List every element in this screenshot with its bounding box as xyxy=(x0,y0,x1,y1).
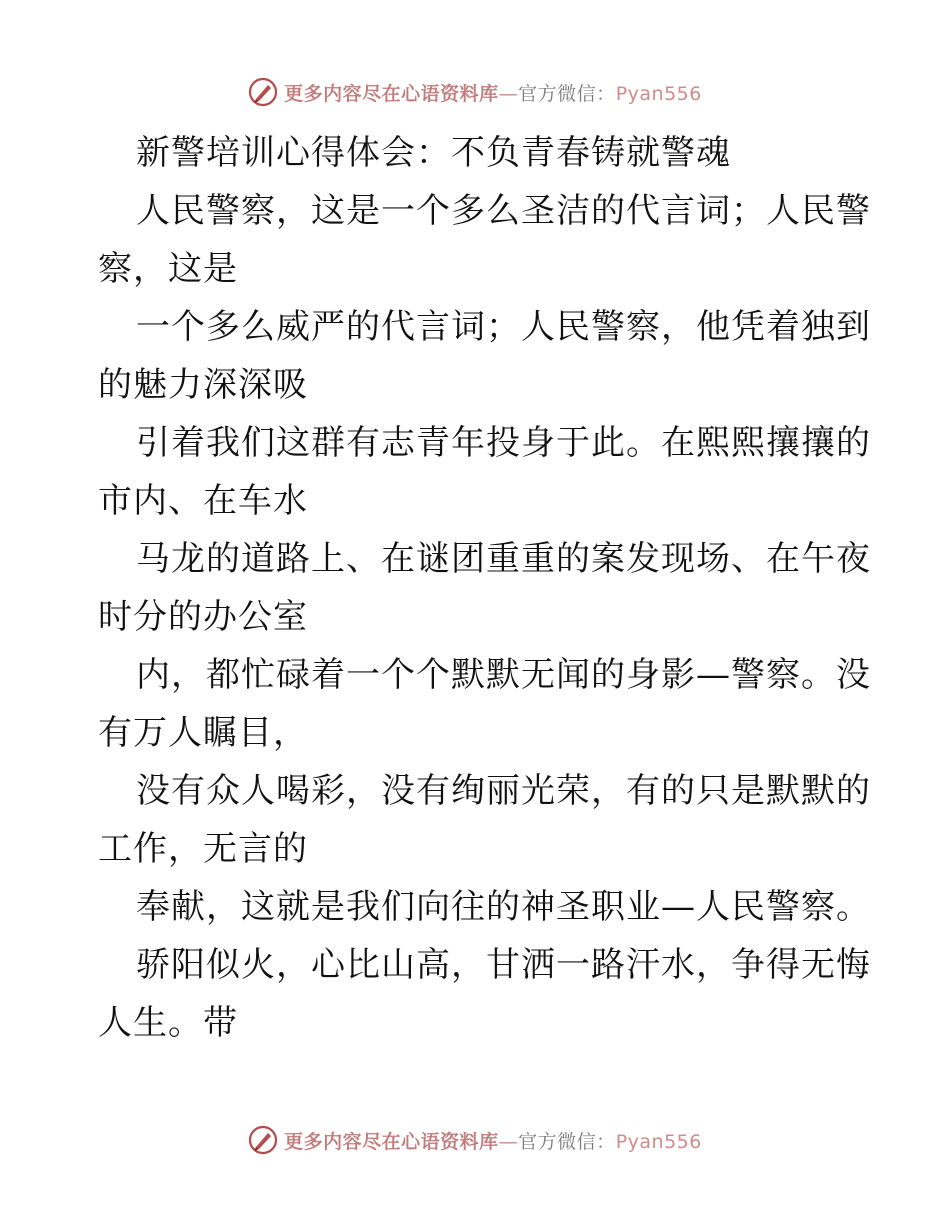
text-line: 人民警察，这是一个多么圣洁的代言词；人民警 xyxy=(136,191,871,231)
text-line: 内，都忙碌着一个个默默无闻的身影—警察。没 xyxy=(136,655,871,695)
banner-official-label: 官方微信： xyxy=(518,82,616,105)
text-line: 骄阳似火，心比山高，甘洒一路汗水，争得无悔 xyxy=(136,945,871,985)
text-line: 察，这是 xyxy=(98,249,238,289)
text-line: 一个多么威严的代言词；人民警察，他凭着独到 xyxy=(136,307,871,347)
banner-wechat-id: Pyan556 xyxy=(615,1130,702,1153)
text-line: 奉献，这就是我们向往的神圣职业—人民警察。 xyxy=(136,887,871,927)
text-line: 马龙的道路上、在谜团重重的案发现场、在午夜 xyxy=(136,539,871,579)
banner-wechat-id: Pyan556 xyxy=(615,82,702,105)
banner-brand-text: 更多内容尽在心语资料库 xyxy=(284,82,499,105)
text-line: 引着我们这群有志青年投身于此。在熙熙攘攘的 xyxy=(136,423,871,463)
text-line: 市内、在车水 xyxy=(98,481,308,521)
text-line: 时分的办公室 xyxy=(98,597,308,637)
banner-separator: — xyxy=(498,82,519,105)
text-line: 的魅力深深吸 xyxy=(98,365,308,405)
text-line: 人生。带 xyxy=(98,1003,238,1043)
footer-banner xyxy=(0,1120,950,1160)
banner-separator: — xyxy=(498,1130,519,1153)
text-line: 没有众人喝彩，没有绚丽光荣，有的只是默默的 xyxy=(136,771,871,811)
banner-brand-text: 更多内容尽在心语资料库 xyxy=(284,1130,499,1153)
document-title: 新警培训心得体会：不负青春铸就警魂 xyxy=(136,133,731,173)
pen-logo-icon xyxy=(248,1125,278,1155)
document-body xyxy=(98,124,871,1052)
header-banner xyxy=(0,72,950,112)
pen-logo-icon xyxy=(248,77,278,107)
text-line: 有万人瞩目， xyxy=(98,713,308,753)
text-line: 工作，无言的 xyxy=(98,829,308,869)
banner-official-label: 官方微信： xyxy=(518,1130,616,1153)
